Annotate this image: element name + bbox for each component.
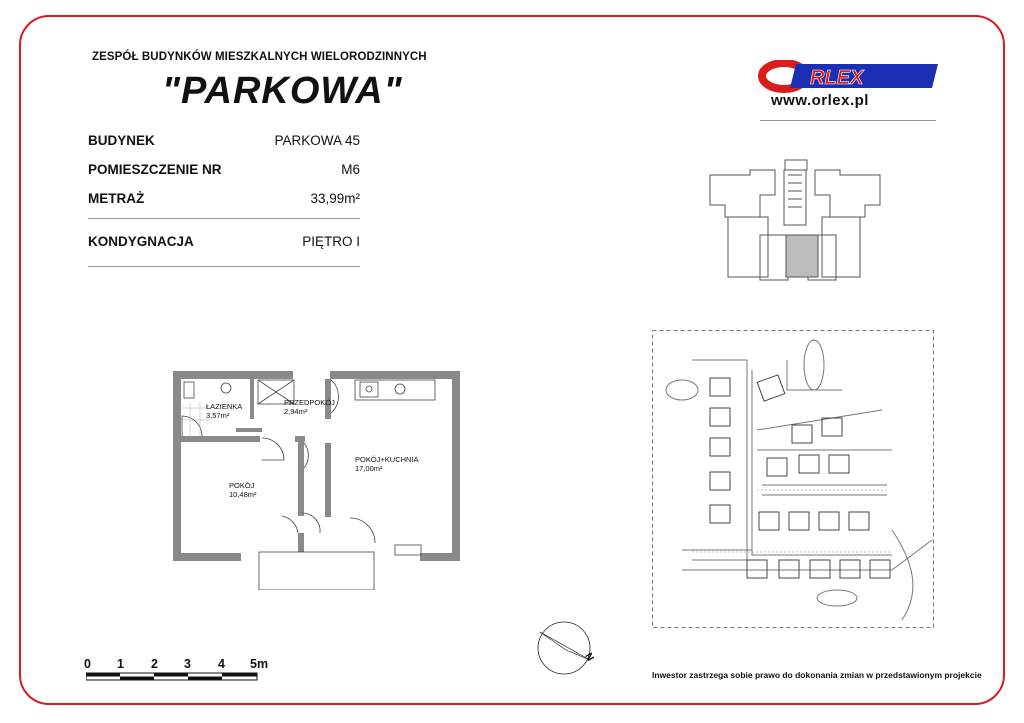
info-divider (88, 266, 360, 267)
room-label-hall (284, 398, 335, 416)
project-subtitle: ZESPÓŁ BUDYNKÓW MIESZKALNYCH WIELORODZINNYCH (92, 51, 427, 63)
footer-disclaimer: Inwestor zastrzega sobie prawo do dokonania zmian w przedstawionym projekcie (652, 670, 982, 680)
info-value: M6 (341, 162, 360, 177)
info-value: PIĘTRO I (302, 234, 360, 249)
compass-icon (532, 620, 602, 680)
svg-text:RLEX: RLEX (810, 67, 864, 89)
room-label-room (229, 481, 257, 499)
room-area: 3,57m² (206, 411, 230, 420)
compass-north-label: N (582, 651, 596, 664)
info-label: BUDYNEK (88, 133, 155, 148)
floor-key-plan (700, 155, 890, 290)
scale-label: 2 (151, 657, 158, 671)
site-plan (652, 330, 934, 628)
scale-label: 1 (117, 657, 124, 671)
room-name: ŁAZIENKA (206, 402, 243, 411)
scale-label: 3 (184, 657, 191, 671)
room-name: POKÓJ+KUCHNIA (355, 455, 419, 464)
info-label: METRAŻ (88, 191, 145, 206)
info-label: KONDYGNACJA (88, 234, 194, 249)
info-divider (88, 218, 360, 219)
scale-bar (86, 672, 258, 682)
room-label-kitchen (355, 455, 419, 473)
info-label: POMIESZCZENIE NR (88, 162, 222, 177)
scale-label: 0 (84, 657, 91, 671)
info-value: 33,99m² (310, 191, 360, 206)
room-label-bathroom (206, 402, 242, 420)
scale-label: 4 (218, 657, 225, 671)
logo-url: www.orlex.pl (771, 92, 869, 109)
room-name: PRZEDPOKÓJ (284, 398, 335, 407)
header-divider (760, 120, 936, 121)
room-area: 10,48m² (229, 490, 257, 499)
room-name: POKÓJ (229, 481, 255, 490)
room-area: 2,94m² (284, 407, 308, 416)
project-title: "PARKOWA" (162, 70, 403, 112)
info-value: PARKOWA 45 (274, 133, 360, 148)
highlighted-unit (786, 235, 818, 277)
scale-label: 5m (250, 657, 269, 671)
room-area: 17,00m² (355, 464, 383, 473)
